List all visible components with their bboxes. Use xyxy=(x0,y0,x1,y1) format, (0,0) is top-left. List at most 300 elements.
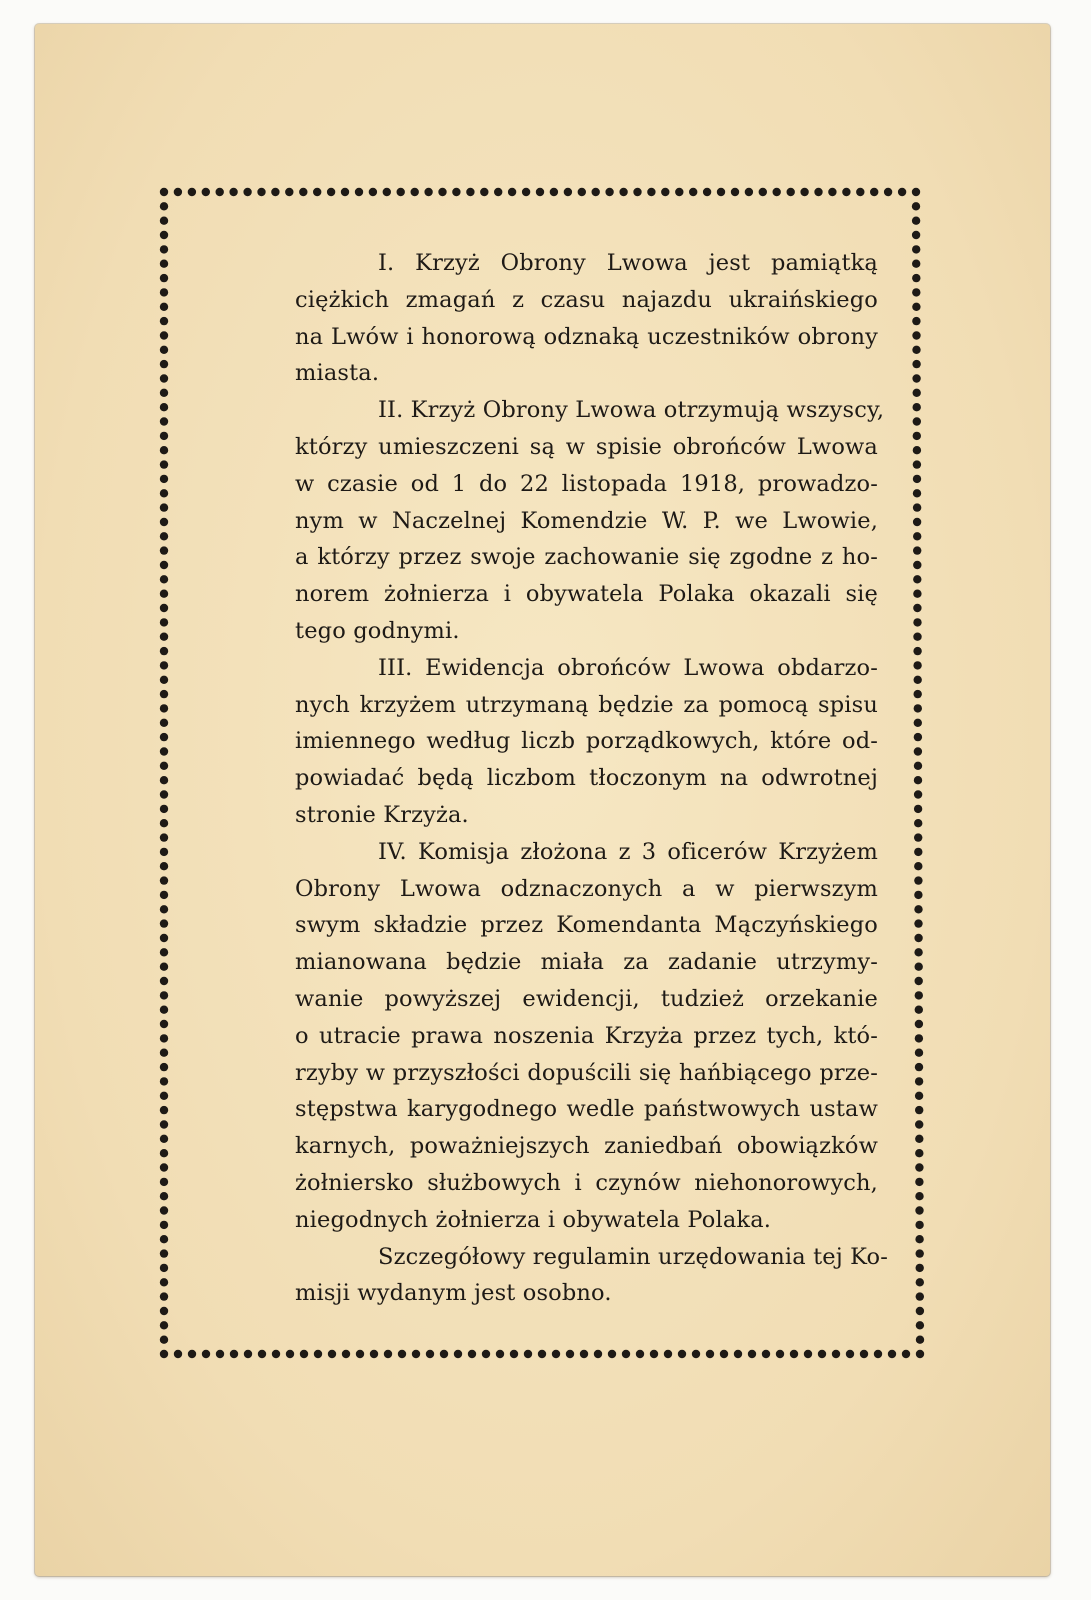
border-dot xyxy=(230,1350,238,1358)
border-dot xyxy=(913,389,921,397)
border-dot xyxy=(818,1350,826,1358)
border-dot xyxy=(914,733,922,741)
border-dot xyxy=(678,1350,686,1358)
border-dot xyxy=(160,919,168,927)
border-dot xyxy=(916,1264,924,1272)
border-dot xyxy=(383,188,391,196)
text-line: IV. Komisja złożona z 3 oficerów Krzyżem xyxy=(378,838,878,865)
border-dot xyxy=(160,1350,168,1358)
border-dot xyxy=(202,188,210,196)
border-dot xyxy=(566,1350,574,1358)
border-dot xyxy=(160,876,168,884)
border-dot xyxy=(452,188,460,196)
border-dot xyxy=(717,188,725,196)
border-dot xyxy=(160,231,168,239)
border-dot xyxy=(592,188,600,196)
border-dot xyxy=(160,790,168,798)
text-line: na Lwów i honorową odznaką uczestników obrony xyxy=(295,323,878,350)
border-dot xyxy=(160,245,168,253)
border-dot xyxy=(508,188,516,196)
border-dot xyxy=(912,274,920,282)
border-dot xyxy=(160,274,168,282)
border-dot xyxy=(160,188,168,196)
border-dot xyxy=(913,633,921,641)
border-dot xyxy=(913,403,921,411)
border-dot xyxy=(790,1350,798,1358)
border-dot xyxy=(915,1106,923,1114)
border-dot xyxy=(914,790,922,798)
border-dot xyxy=(370,1350,378,1358)
border-dot xyxy=(580,1350,588,1358)
border-dot xyxy=(914,690,922,698)
border-dot xyxy=(271,188,279,196)
border-dot xyxy=(902,1350,910,1358)
border-dot xyxy=(748,1350,756,1358)
border-dot xyxy=(915,1163,923,1171)
border-dot xyxy=(915,1206,923,1214)
border-dot xyxy=(160,848,168,856)
border-dot xyxy=(174,188,182,196)
border-dot xyxy=(160,905,168,913)
border-dot xyxy=(160,963,168,971)
border-dot xyxy=(914,919,922,927)
border-dot xyxy=(916,1292,924,1300)
border-dot xyxy=(216,188,224,196)
border-dot xyxy=(913,460,921,468)
border-dot xyxy=(913,575,921,583)
border-dot xyxy=(916,1336,924,1344)
border-dot xyxy=(914,805,922,813)
border-dot xyxy=(776,1350,784,1358)
paragraph-2 xyxy=(212,392,885,650)
border-dot xyxy=(913,518,921,526)
border-dot xyxy=(842,188,850,196)
border-dot xyxy=(258,1350,266,1358)
text-line: a którzy przez swoje zachowanie się zgodne z ho- xyxy=(295,544,878,571)
text-line: III. Ewidencja obrońców Lwowa obdarzo- xyxy=(378,654,878,681)
border-dot xyxy=(160,575,168,583)
border-dot xyxy=(773,188,781,196)
border-dot xyxy=(174,1350,182,1358)
border-dot xyxy=(552,1350,560,1358)
border-dot xyxy=(510,1350,518,1358)
border-dot xyxy=(468,1350,476,1358)
border-dot xyxy=(160,891,168,899)
border-dot xyxy=(160,374,168,382)
text-line: swym składzie przez Komendanta Mączyńskiego xyxy=(295,912,878,939)
border-dot xyxy=(160,202,168,210)
border-dot xyxy=(160,1235,168,1243)
text-line: karnych, poważniejszych zaniedbań obowiązków xyxy=(295,1133,878,1160)
border-dot xyxy=(160,546,168,554)
border-dot xyxy=(912,303,920,311)
border-dot xyxy=(160,604,168,612)
border-dot xyxy=(160,1307,168,1315)
border-dot xyxy=(636,1350,644,1358)
border-dot xyxy=(160,647,168,655)
border-dot xyxy=(664,1350,672,1358)
border-dot xyxy=(299,188,307,196)
border-dot xyxy=(914,905,922,913)
border-dot xyxy=(913,475,921,483)
text-line: mianowana będzie miała za zadanie utrzymy- xyxy=(295,949,878,976)
border-dot xyxy=(160,346,168,354)
border-dot xyxy=(355,188,363,196)
border-dot xyxy=(480,188,488,196)
border-dot xyxy=(440,1350,448,1358)
border-dot xyxy=(524,1350,532,1358)
border-dot xyxy=(692,1350,700,1358)
border-dot xyxy=(578,188,586,196)
border-dot xyxy=(536,188,544,196)
text-line: w czasie od 1 do 22 listopada 1918, prowadzo- xyxy=(295,470,878,497)
border-dot xyxy=(832,1350,840,1358)
border-dot xyxy=(160,389,168,397)
border-dot xyxy=(285,188,293,196)
border-dot xyxy=(915,1135,923,1143)
border-dot xyxy=(160,1092,168,1100)
border-dot xyxy=(160,1336,168,1344)
border-dot xyxy=(804,1350,812,1358)
border-dot xyxy=(915,1192,923,1200)
border-dot xyxy=(915,1077,923,1085)
border-dot xyxy=(160,1206,168,1214)
text-line: Obrony Lwowa odznaczonych a w pierwszym xyxy=(295,875,878,902)
border-dot xyxy=(703,188,711,196)
border-dot xyxy=(550,188,558,196)
border-dot xyxy=(160,719,168,727)
border-dot xyxy=(605,188,613,196)
border-dot xyxy=(160,948,168,956)
border-dot xyxy=(160,1292,168,1300)
border-dot xyxy=(188,188,196,196)
text-line: Szczegółowy regulamin urzędowania tej Ko- xyxy=(378,1243,888,1270)
border-dot xyxy=(160,1049,168,1057)
border-dot xyxy=(912,374,920,382)
border-dot xyxy=(915,991,923,999)
border-dot xyxy=(915,1006,923,1014)
border-dot xyxy=(160,747,168,755)
text-line: wanie powyższej ewidencji, tudzież orzekanie xyxy=(295,985,878,1012)
border-dot xyxy=(160,489,168,497)
border-dot xyxy=(874,1350,882,1358)
border-dot xyxy=(160,303,168,311)
border-dot xyxy=(424,188,432,196)
border-dot xyxy=(914,762,922,770)
border-dot xyxy=(689,188,697,196)
border-dot xyxy=(913,647,921,655)
border-dot xyxy=(661,188,669,196)
border-dot xyxy=(160,1077,168,1085)
border-dot xyxy=(496,1350,504,1358)
border-dot xyxy=(160,1278,168,1286)
border-dot xyxy=(160,1034,168,1042)
text-line: tego godnymi. xyxy=(295,617,460,644)
border-dot xyxy=(913,561,921,569)
border-dot xyxy=(160,217,168,225)
border-dot xyxy=(913,432,921,440)
border-dot xyxy=(160,417,168,425)
border-dot xyxy=(916,1321,924,1329)
border-dot xyxy=(914,747,922,755)
border-dot xyxy=(913,417,921,425)
border-dot xyxy=(912,202,920,210)
border-dot xyxy=(160,532,168,540)
border-dot xyxy=(913,532,921,540)
border-dot xyxy=(856,188,864,196)
border-dot xyxy=(160,288,168,296)
border-dot xyxy=(244,1350,252,1358)
border-dot xyxy=(160,1192,168,1200)
border-dot xyxy=(912,317,920,325)
paragraph-4 xyxy=(212,834,878,1239)
border-dot xyxy=(914,848,922,856)
border-dot xyxy=(160,518,168,526)
border-dot xyxy=(341,188,349,196)
text-line: I. Krzyż Obrony Lwowa jest pamiątką xyxy=(378,250,878,276)
border-dot xyxy=(912,245,920,253)
border-dot xyxy=(160,403,168,411)
border-dot xyxy=(454,1350,462,1358)
border-dot xyxy=(160,1063,168,1071)
border-dot xyxy=(160,590,168,598)
border-dot xyxy=(522,188,530,196)
text-line: żołniersko służbowych i czynów niehonorowych, xyxy=(295,1169,878,1196)
border-dot xyxy=(160,260,168,268)
border-dot xyxy=(160,805,168,813)
border-dot xyxy=(482,1350,490,1358)
border-dot xyxy=(160,1249,168,1257)
border-dot xyxy=(160,1221,168,1229)
border-dot xyxy=(915,1034,923,1042)
border-dot xyxy=(272,1350,280,1358)
border-dot xyxy=(160,1120,168,1128)
border-dot xyxy=(913,446,921,454)
text-line: powiadać będą liczbom tłoczonym na odwrotnej xyxy=(295,765,878,792)
border-dot xyxy=(160,977,168,985)
border-dot xyxy=(398,1350,406,1358)
border-dot xyxy=(915,1221,923,1229)
border-dot xyxy=(913,590,921,598)
border-dot xyxy=(160,503,168,511)
border-dot xyxy=(564,188,572,196)
border-dot xyxy=(160,561,168,569)
border-dot xyxy=(912,217,920,225)
border-dot xyxy=(411,188,419,196)
text-line: nych krzyżem utrzymaną będzie za pomocą spisu xyxy=(295,691,878,718)
border-dot xyxy=(914,776,922,784)
border-dot xyxy=(619,188,627,196)
text-line: ciężkich zmagań z czasu najazdu ukraińskiego xyxy=(295,286,878,313)
border-dot xyxy=(912,288,920,296)
border-dot xyxy=(916,1350,924,1358)
border-dot xyxy=(160,704,168,712)
text-line: stronie Krzyża. xyxy=(295,801,469,828)
border-dot xyxy=(160,1106,168,1114)
border-dot xyxy=(913,489,921,497)
border-dot xyxy=(915,1049,923,1057)
text-line: imiennego według liczb porządkowych, które od- xyxy=(295,728,878,755)
border-dot xyxy=(202,1350,210,1358)
border-dot xyxy=(633,188,641,196)
border-dot xyxy=(912,231,920,239)
border-dot xyxy=(188,1350,196,1358)
border-dot xyxy=(160,819,168,827)
document-text xyxy=(212,245,888,1312)
border-dot xyxy=(160,460,168,468)
border-dot xyxy=(160,690,168,698)
border-dot xyxy=(160,331,168,339)
paragraph-1 xyxy=(212,245,878,392)
border-dot xyxy=(828,188,836,196)
border-dot xyxy=(870,188,878,196)
text-line: miasta. xyxy=(295,360,380,387)
border-dot xyxy=(160,1163,168,1171)
border-dot xyxy=(914,876,922,884)
border-dot xyxy=(160,776,168,784)
border-dot xyxy=(914,891,922,899)
text-line: niegodnych żołnierza i obywatela Polaka. xyxy=(295,1206,772,1233)
border-dot xyxy=(720,1350,728,1358)
border-dot xyxy=(494,188,502,196)
border-dot xyxy=(216,1350,224,1358)
border-dot xyxy=(860,1350,868,1358)
border-dot xyxy=(916,1249,924,1257)
text-line: misji wydanym jest osobno. xyxy=(295,1280,612,1307)
border-dot xyxy=(915,1178,923,1186)
border-dot xyxy=(913,503,921,511)
text-line: nym w Naczelnej Komendzie W. P. we Lwowie, xyxy=(295,507,878,534)
border-dot xyxy=(914,819,922,827)
border-dot xyxy=(675,188,683,196)
border-dot xyxy=(160,1135,168,1143)
border-dot xyxy=(160,618,168,626)
border-dot xyxy=(759,188,767,196)
border-dot xyxy=(160,676,168,684)
border-dot xyxy=(327,188,335,196)
border-dot xyxy=(160,317,168,325)
border-dot xyxy=(916,1278,924,1286)
border-dot xyxy=(384,1350,392,1358)
paragraph-3 xyxy=(212,650,878,834)
text-line: rzyby w przyszłości dopuścili się hańbiącego prze- xyxy=(295,1059,878,1086)
border-dot xyxy=(915,1092,923,1100)
border-dot xyxy=(356,1350,364,1358)
border-dot xyxy=(913,546,921,554)
border-dot xyxy=(300,1350,308,1358)
text-line: o utracie prawa noszenia Krzyża przez tych, któ- xyxy=(295,1022,878,1049)
border-dot xyxy=(912,346,920,354)
border-dot xyxy=(160,1006,168,1014)
border-dot xyxy=(915,963,923,971)
border-dot xyxy=(846,1350,854,1358)
border-dot xyxy=(650,1350,658,1358)
border-dot xyxy=(913,618,921,626)
border-dot xyxy=(160,633,168,641)
border-dot xyxy=(647,188,655,196)
border-dot xyxy=(342,1350,350,1358)
border-dot xyxy=(914,833,922,841)
border-dot xyxy=(160,862,168,870)
border-dot xyxy=(912,260,920,268)
border-dot xyxy=(328,1350,336,1358)
text-line: stępstwa karygodnego wedle państwowych ustaw xyxy=(295,1096,878,1123)
border-dot xyxy=(745,188,753,196)
border-dot xyxy=(286,1350,294,1358)
border-dot xyxy=(160,1020,168,1028)
border-dot xyxy=(160,661,168,669)
border-dot xyxy=(426,1350,434,1358)
border-dot xyxy=(313,188,321,196)
text-line: II. Krzyż Obrony Lwowa otrzymują wszyscy, xyxy=(378,397,885,424)
border-dot xyxy=(160,733,168,741)
border-dot xyxy=(914,948,922,956)
border-dot xyxy=(916,1307,924,1315)
border-dot xyxy=(914,862,922,870)
border-dot xyxy=(814,188,822,196)
border-dot xyxy=(800,188,808,196)
border-dot xyxy=(594,1350,602,1358)
border-dot xyxy=(888,1350,896,1358)
border-dot xyxy=(412,1350,420,1358)
border-dot xyxy=(787,188,795,196)
border-dot xyxy=(466,188,474,196)
border-dot xyxy=(160,432,168,440)
border-dot xyxy=(706,1350,714,1358)
border-dot xyxy=(397,188,405,196)
border-dot xyxy=(915,1020,923,1028)
border-dot xyxy=(160,762,168,770)
border-dot xyxy=(243,188,251,196)
border-dot xyxy=(229,188,237,196)
border-dot xyxy=(160,475,168,483)
border-dot xyxy=(160,991,168,999)
border-dot xyxy=(915,1063,923,1071)
border-dot xyxy=(898,188,906,196)
border-dot xyxy=(160,934,168,942)
border-dot xyxy=(160,360,168,368)
border-dot xyxy=(912,360,920,368)
border-dot xyxy=(314,1350,322,1358)
border-dot xyxy=(912,331,920,339)
border-dot xyxy=(913,604,921,612)
border-dot xyxy=(160,446,168,454)
border-dot xyxy=(257,188,265,196)
border-dot xyxy=(915,1120,923,1128)
border-dot xyxy=(762,1350,770,1358)
border-dot xyxy=(160,833,168,841)
border-dot xyxy=(369,188,377,196)
text-line: którzy umieszczeni są w spisie obrońców Lwowa xyxy=(295,433,878,460)
border-dot xyxy=(734,1350,742,1358)
border-dot xyxy=(160,1321,168,1329)
border-dot xyxy=(914,676,922,684)
border-dot xyxy=(914,934,922,942)
border-dot xyxy=(915,1235,923,1243)
border-dot xyxy=(915,1149,923,1157)
border-dot xyxy=(913,661,921,669)
text-line: norem żołnierza i obywatela Polaka okazali się xyxy=(295,581,878,608)
border-dot xyxy=(914,704,922,712)
border-dot xyxy=(912,188,920,196)
border-dot xyxy=(160,1149,168,1157)
border-dot xyxy=(731,188,739,196)
border-dot xyxy=(622,1350,630,1358)
border-dot xyxy=(160,1264,168,1272)
border-dot xyxy=(438,188,446,196)
border-dot xyxy=(884,188,892,196)
border-dot xyxy=(160,1178,168,1186)
